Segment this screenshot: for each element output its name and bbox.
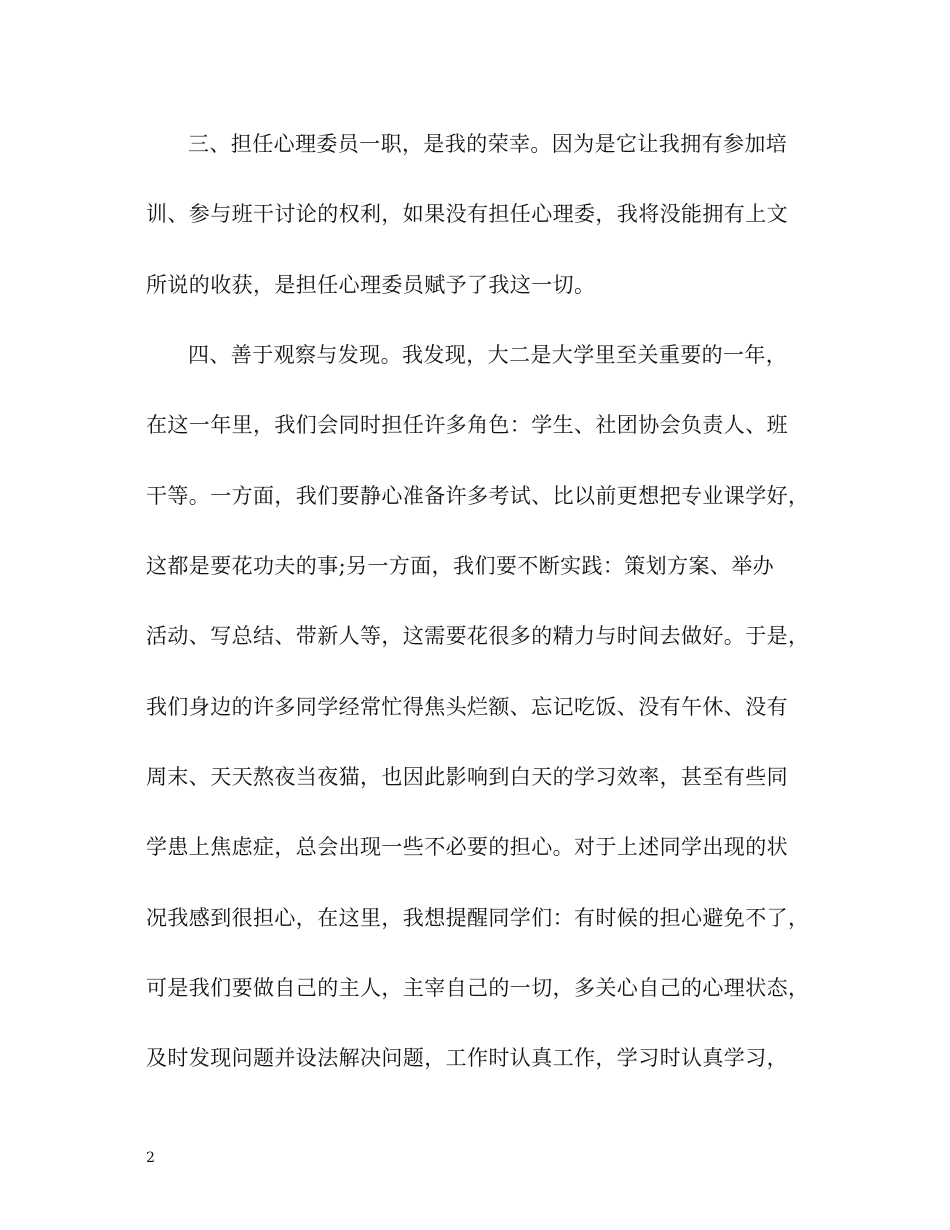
paragraph-4-line-9: 况我感到很担心，在这里，我想提醒同学们：有时候的担心避免不了， bbox=[146, 906, 810, 930]
paragraph-4-line-4: 这都是要花功夫的事;另一方面，我们要不断实践：策划方案、举办 bbox=[146, 554, 775, 578]
paragraph-4-line-2: 在这一年里，我们会同时担任许多角色：学生、社团协会负责人、班 bbox=[146, 413, 788, 437]
paragraph-4-line-11: 及时发现问题并设法解决问题，工作时认真工作，学习时认真学习， bbox=[146, 1046, 788, 1070]
paragraph-4-line-8: 学患上焦虑症，总会出现一些不必要的担心。对于上述同学出现的状 bbox=[146, 835, 788, 859]
paragraph-4-line-7: 周末、天天熬夜当夜猫，也因此影响到白天的学习效率，甚至有些同 bbox=[146, 765, 788, 789]
paragraph-3-line-2: 训、参与班干讨论的权利，如果没有担任心理委，我将没能拥有上文 bbox=[146, 202, 788, 226]
paragraph-4-line-6: 我们身边的许多同学经常忙得焦头烂额、忘记吃饭、没有午休、没有 bbox=[146, 695, 788, 719]
paragraph-3-line-1: 三、担任心理委员一职，是我的荣幸。因为是它让我拥有参加培 bbox=[188, 132, 788, 156]
page-number: 2 bbox=[146, 1150, 155, 1166]
paragraph-3-line-3: 所说的收获，是担任心理委员赋予了我这一切。 bbox=[146, 273, 596, 297]
paragraph-4-line-1: 四、善于观察与发现。我发现，大二是大学里至关重要的一年， bbox=[188, 343, 788, 367]
paragraph-4-line-5: 活动、写总结、带新人等，这需要花很多的精力与时间去做好。于是， bbox=[146, 624, 810, 648]
paragraph-4-line-3: 干等。一方面，我们要静心准备许多考试、比以前更想把专业课学好， bbox=[146, 484, 810, 508]
paragraph-4-line-10: 可是我们要做自己的主人，主宰自己的一切，多关心自己的心理状态， bbox=[146, 976, 810, 1000]
